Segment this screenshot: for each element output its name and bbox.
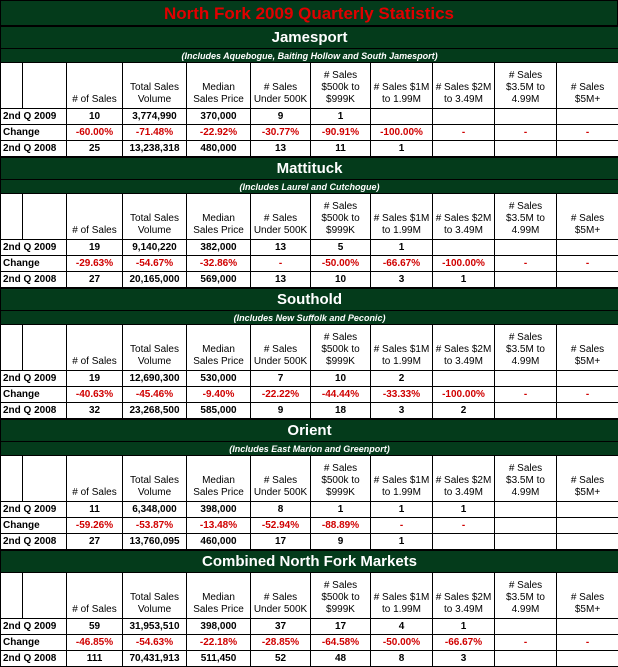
table-cell: 9	[251, 109, 311, 125]
region-subtitle: (Includes East Marion and Greenport)	[1, 442, 618, 456]
table-cell: 111	[67, 651, 123, 667]
table-cell: -40.63%	[67, 387, 123, 403]
column-header: Total Sales Volume	[123, 573, 187, 619]
column-header: # Sales Under 500K	[251, 573, 311, 619]
column-header: Total Sales Volume	[123, 63, 187, 109]
row-label: 2nd Q 2008	[1, 651, 67, 667]
table-cell: 19	[67, 240, 123, 256]
table-cell: 20,165,000	[123, 272, 187, 288]
table-cell: 13,238,318	[123, 141, 187, 157]
column-header: # of Sales	[67, 63, 123, 109]
table-cell: 10	[311, 371, 371, 387]
table-cell: 1	[433, 619, 495, 635]
table-cell: -	[371, 518, 433, 534]
table-cell: -22.22%	[251, 387, 311, 403]
table-cell	[495, 240, 557, 256]
column-header: # of Sales	[67, 573, 123, 619]
region-table-southold	[0, 288, 618, 419]
table-cell	[557, 240, 618, 256]
row-label: 2nd Q 2009	[1, 619, 67, 635]
table-cell: -32.86%	[187, 256, 251, 272]
column-header: # Sales $500k to $999K	[311, 325, 371, 371]
column-header: # Sales $3.5M to 4.99M	[495, 456, 557, 502]
column-header: # Sales $5M+	[557, 63, 618, 109]
table-cell	[433, 371, 495, 387]
column-header: # Sales $1M to 1.99M	[371, 63, 433, 109]
column-header: # Sales Under 500K	[251, 194, 311, 240]
table-cell: 1	[371, 534, 433, 550]
table-cell: -64.58%	[311, 635, 371, 651]
column-header: Median Sales Price	[187, 325, 251, 371]
table-cell: -	[251, 256, 311, 272]
table-cell: -50.00%	[371, 635, 433, 651]
table-cell: 585,000	[187, 403, 251, 419]
table-cell: -13.48%	[187, 518, 251, 534]
table-cell: 32	[67, 403, 123, 419]
table-cell: 1	[311, 109, 371, 125]
column-header-row	[1, 63, 618, 109]
region-name: Combined North Fork Markets	[1, 551, 618, 573]
table-row	[1, 635, 618, 651]
table-row	[1, 109, 618, 125]
table-cell: 13,760,095	[123, 534, 187, 550]
row-label: 2nd Q 2008	[1, 141, 67, 157]
table-cell: 480,000	[187, 141, 251, 157]
column-header: Median Sales Price	[187, 63, 251, 109]
table-cell: 52	[251, 651, 311, 667]
table-cell: 18	[311, 403, 371, 419]
table-cell: 59	[67, 619, 123, 635]
table-cell: -50.00%	[311, 256, 371, 272]
row-label: Change	[1, 387, 67, 403]
column-header: # Sales $1M to 1.99M	[371, 194, 433, 240]
region-name: Orient	[1, 420, 618, 442]
column-header: # Sales $3.5M to 4.99M	[495, 194, 557, 240]
column-header: # Sales $1M to 1.99M	[371, 573, 433, 619]
table-cell	[495, 109, 557, 125]
table-cell: 9	[311, 534, 371, 550]
table-cell: 1	[433, 272, 495, 288]
table-row	[1, 651, 618, 667]
column-header	[23, 325, 67, 371]
table-cell: 13	[251, 141, 311, 157]
table-cell: -28.85%	[251, 635, 311, 651]
column-header	[1, 456, 23, 502]
table-cell: 511,450	[187, 651, 251, 667]
table-cell: -	[495, 125, 557, 141]
table-cell: 3,774,990	[123, 109, 187, 125]
table-cell: -53.87%	[123, 518, 187, 534]
column-header: # Sales $2M to 3.49M	[433, 194, 495, 240]
table-cell: -	[433, 125, 495, 141]
table-cell: 6,348,000	[123, 502, 187, 518]
table-cell: -	[557, 256, 618, 272]
table-cell	[433, 240, 495, 256]
region-table-jamesport	[0, 26, 618, 157]
table-cell: -60.00%	[67, 125, 123, 141]
table-cell: 1	[371, 240, 433, 256]
column-header	[23, 63, 67, 109]
table-cell: -9.40%	[187, 387, 251, 403]
table-cell	[557, 272, 618, 288]
table-cell: -	[433, 518, 495, 534]
table-cell: 11	[67, 502, 123, 518]
table-cell: 17	[311, 619, 371, 635]
column-header	[1, 194, 23, 240]
table-cell	[557, 141, 618, 157]
table-cell: -52.94%	[251, 518, 311, 534]
table-row	[1, 240, 618, 256]
column-header	[23, 573, 67, 619]
column-header: Median Sales Price	[187, 573, 251, 619]
column-header-row	[1, 194, 618, 240]
table-cell: 5	[311, 240, 371, 256]
column-header: # of Sales	[67, 194, 123, 240]
table-cell: 9	[251, 403, 311, 419]
table-cell: -22.18%	[187, 635, 251, 651]
table-cell: 398,000	[187, 619, 251, 635]
table-cell: -90.91%	[311, 125, 371, 141]
row-label: 2nd Q 2009	[1, 371, 67, 387]
table-cell	[557, 403, 618, 419]
table-cell: 70,431,913	[123, 651, 187, 667]
table-cell	[495, 272, 557, 288]
column-header: Median Sales Price	[187, 194, 251, 240]
table-cell	[495, 651, 557, 667]
table-cell: -100.00%	[433, 256, 495, 272]
table-cell: -	[557, 125, 618, 141]
table-cell: 2	[371, 371, 433, 387]
table-cell: -71.48%	[123, 125, 187, 141]
table-cell: 8	[371, 651, 433, 667]
table-row	[1, 256, 618, 272]
table-cell: -	[557, 635, 618, 651]
region-name: Mattituck	[1, 158, 618, 180]
table-cell: -59.26%	[67, 518, 123, 534]
table-cell	[557, 502, 618, 518]
table-cell: 10	[311, 272, 371, 288]
table-cell: -88.89%	[311, 518, 371, 534]
column-header-row	[1, 573, 618, 619]
row-label: 2nd Q 2008	[1, 534, 67, 550]
table-cell: -100.00%	[371, 125, 433, 141]
table-cell: 48	[311, 651, 371, 667]
table-cell: 23,268,500	[123, 403, 187, 419]
table-row	[1, 371, 618, 387]
column-header: # Sales $3.5M to 4.99M	[495, 63, 557, 109]
column-header	[1, 63, 23, 109]
row-label: 2nd Q 2009	[1, 109, 67, 125]
column-header: # Sales $3.5M to 4.99M	[495, 573, 557, 619]
row-label: 2nd Q 2009	[1, 240, 67, 256]
table-cell: 9,140,220	[123, 240, 187, 256]
report-title: North Fork 2009 Quarterly Statistics	[0, 0, 618, 26]
table-cell: 19	[67, 371, 123, 387]
table-row	[1, 387, 618, 403]
region-subtitle: (Includes Laurel and Cutchogue)	[1, 180, 618, 194]
table-row	[1, 518, 618, 534]
table-cell	[495, 141, 557, 157]
column-header: # Sales $500k to $999K	[311, 194, 371, 240]
table-cell: 13	[251, 272, 311, 288]
column-header: Total Sales Volume	[123, 325, 187, 371]
region-table-combined-north-fork-markets	[0, 550, 618, 667]
table-cell	[557, 534, 618, 550]
table-cell	[557, 651, 618, 667]
table-cell: 530,000	[187, 371, 251, 387]
column-header: # Sales $500k to $999K	[311, 63, 371, 109]
column-header	[1, 573, 23, 619]
column-header: # Sales $5M+	[557, 573, 618, 619]
table-cell: 4	[371, 619, 433, 635]
row-label: 2nd Q 2009	[1, 502, 67, 518]
table-cell: 398,000	[187, 502, 251, 518]
column-header	[1, 325, 23, 371]
column-header: # Sales $2M to 3.49M	[433, 456, 495, 502]
table-cell: 3	[433, 651, 495, 667]
column-header: # of Sales	[67, 325, 123, 371]
table-row	[1, 502, 618, 518]
column-header: # Sales Under 500K	[251, 325, 311, 371]
column-header: # Sales $5M+	[557, 194, 618, 240]
table-cell: 31,953,510	[123, 619, 187, 635]
table-cell	[495, 403, 557, 419]
table-cell: 25	[67, 141, 123, 157]
column-header: # Sales Under 500K	[251, 63, 311, 109]
table-cell	[371, 109, 433, 125]
table-cell: 10	[67, 109, 123, 125]
table-cell: 370,000	[187, 109, 251, 125]
table-cell: -46.85%	[67, 635, 123, 651]
region-subtitle: (Includes Aquebogue, Baiting Hollow and South Jamesport)	[1, 49, 618, 63]
table-cell: 3	[371, 403, 433, 419]
table-cell: 569,000	[187, 272, 251, 288]
region-subtitle: (Includes New Suffolk and Peconic)	[1, 311, 618, 325]
table-cell	[495, 502, 557, 518]
table-cell: 13	[251, 240, 311, 256]
table-cell: 1	[371, 502, 433, 518]
table-row	[1, 272, 618, 288]
table-row	[1, 534, 618, 550]
column-header	[23, 194, 67, 240]
column-header: Total Sales Volume	[123, 194, 187, 240]
row-label: Change	[1, 125, 67, 141]
sections-container	[0, 26, 618, 667]
table-cell	[495, 619, 557, 635]
column-header: # Sales $500k to $999K	[311, 573, 371, 619]
table-cell	[495, 534, 557, 550]
row-label: 2nd Q 2008	[1, 403, 67, 419]
table-cell: 8	[251, 502, 311, 518]
column-header: # Sales $2M to 3.49M	[433, 325, 495, 371]
table-cell	[433, 141, 495, 157]
table-cell: -54.63%	[123, 635, 187, 651]
table-cell: -66.67%	[371, 256, 433, 272]
table-cell	[495, 518, 557, 534]
column-header: Total Sales Volume	[123, 456, 187, 502]
table-cell: -22.92%	[187, 125, 251, 141]
table-cell	[495, 371, 557, 387]
column-header: # Sales $2M to 3.49M	[433, 63, 495, 109]
column-header-row	[1, 456, 618, 502]
column-header: # Sales $3.5M to 4.99M	[495, 325, 557, 371]
table-cell: 1	[311, 502, 371, 518]
table-cell	[433, 534, 495, 550]
column-header: # Sales $5M+	[557, 456, 618, 502]
column-header-row	[1, 325, 618, 371]
column-header: # Sales $5M+	[557, 325, 618, 371]
row-label: 2nd Q 2008	[1, 272, 67, 288]
table-cell	[557, 619, 618, 635]
table-cell: -66.67%	[433, 635, 495, 651]
region-name: Jamesport	[1, 27, 618, 49]
region-name: Southold	[1, 289, 618, 311]
table-cell: -	[495, 635, 557, 651]
table-cell: 27	[67, 272, 123, 288]
column-header: # Sales $1M to 1.99M	[371, 456, 433, 502]
row-label: Change	[1, 518, 67, 534]
table-cell: -100.00%	[433, 387, 495, 403]
table-cell: 3	[371, 272, 433, 288]
column-header: # of Sales	[67, 456, 123, 502]
table-cell: 12,690,300	[123, 371, 187, 387]
table-row	[1, 141, 618, 157]
table-cell: -	[495, 256, 557, 272]
table-cell: 7	[251, 371, 311, 387]
table-cell: -29.63%	[67, 256, 123, 272]
table-cell: -54.67%	[123, 256, 187, 272]
table-cell: -33.33%	[371, 387, 433, 403]
region-table-mattituck	[0, 157, 618, 288]
column-header: # Sales $1M to 1.99M	[371, 325, 433, 371]
table-cell: 37	[251, 619, 311, 635]
table-cell: 2	[433, 403, 495, 419]
table-cell: -	[495, 387, 557, 403]
table-cell	[557, 371, 618, 387]
table-cell	[557, 109, 618, 125]
table-cell: 460,000	[187, 534, 251, 550]
table-cell: 382,000	[187, 240, 251, 256]
table-row	[1, 125, 618, 141]
column-header: # Sales Under 500K	[251, 456, 311, 502]
table-cell: -30.77%	[251, 125, 311, 141]
table-cell: -44.44%	[311, 387, 371, 403]
column-header: # Sales $500k to $999K	[311, 456, 371, 502]
table-cell: 11	[311, 141, 371, 157]
table-cell: 1	[371, 141, 433, 157]
region-table-orient	[0, 419, 618, 550]
table-cell: 17	[251, 534, 311, 550]
table-row	[1, 403, 618, 419]
column-header: Median Sales Price	[187, 456, 251, 502]
column-header	[23, 456, 67, 502]
table-cell: -	[557, 387, 618, 403]
table-cell	[433, 109, 495, 125]
row-label: Change	[1, 256, 67, 272]
table-cell: 1	[433, 502, 495, 518]
table-cell	[557, 518, 618, 534]
table-cell: -45.46%	[123, 387, 187, 403]
table-cell: 27	[67, 534, 123, 550]
column-header: # Sales $2M to 3.49M	[433, 573, 495, 619]
table-row	[1, 619, 618, 635]
row-label: Change	[1, 635, 67, 651]
